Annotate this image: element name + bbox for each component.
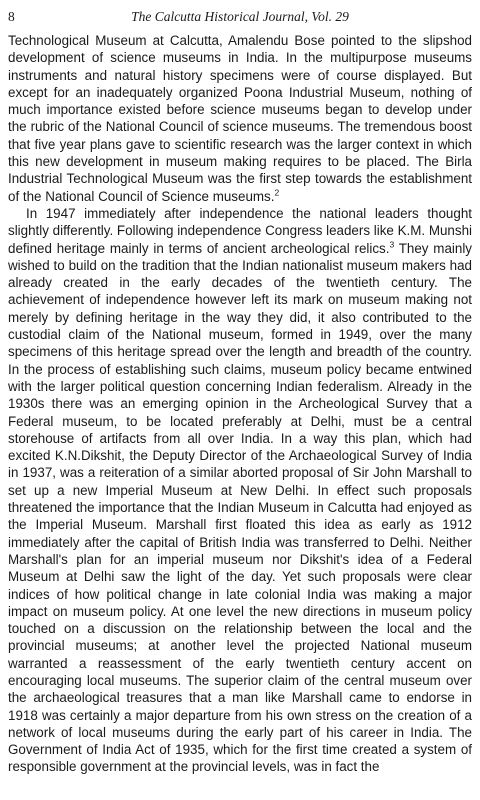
- running-header: [8, 6, 472, 32]
- paragraph-2: [8, 205, 472, 776]
- paragraph-1-text: Technological Museum at Calcutta, Amalendu Bose pointed to the slipshod development of science museums in India. In the multipurpose museums instruments and natural history specimens were of course displayed. But except for an inadequately organized Poona Industrial Museum, nothing of much importance existed before science museums began to develop under the rubric of the National Council of science museums. The tremendous boost that five year plans gave to scientific research was the larger context in which this new development in museum making requires to be placed. The Birla Industrial Technological Museum was the first step towards the establishment of the National Council of Science museums.: [8, 33, 472, 204]
- footnote-marker-3: 3: [389, 239, 395, 250]
- body-text: [8, 32, 472, 776]
- journal-title: The Calcutta Historical Journal, Vol. 29: [131, 9, 349, 24]
- paragraph-2-text-start: In 1947 immediately after independence the national leaders thought slightly differently. Following independence Congress leaders like K.M. Munshi defined heritage mainly in terms of ancient archeological relics.: [8, 205, 472, 256]
- footnote-marker-2: 2: [274, 187, 280, 198]
- page-number: 8: [8, 9, 15, 24]
- paragraph-2-text-rest: They mainly wished to build on the tradition that the Indian nationalist museum makers had already created in the early decades of the twentieth century. The achievement of independence however left its mark on museum making not merely by defining heritage in the way they did, it also contributed to the custodial claim of the National museum, formed in 1949, over the many specimens of this heritage spread over the length and breadth of the country. In the process of establishing such claims, museum policy became entwined with the larger political question concerning Indian federalism. Already in the 1930s there was an emerging opinion in the Archeological Survey that a Federal museum, to be located preferably at Delhi, must be a central storehouse of artifacts from all over India. In a way this plan, which had excited K.N.Dikshit, the Deputy Director of the Archaeological Survey of India in 1937, was a reiteration of a similar aborted proposal of Sir John Marshall to set up a new Imperial Museum at New Delhi. In effect such proposals threatened the importance that the Indian Museum in Calcutta had enjoyed as the Imperial Museum. Marshall first floated this idea as early as 1912 immediately after the capital of British India was transferred to Delhi. Neither Marshall's plan for an imperial museum nor Dikshit's idea of a Federal Museum at Delhi saw the light of the day. Yet such proposals were clear indices of how political change in late colonial India was making a major impact on museum policy. At one level the new directions in museum policy touched on a discussion on the relationship between the local and the provincial museums; at another level the projected National museum warranted a reassessment of the early twentieth century accent on encouraging local museums. The superior claim of the central museum over the archaeological treasures that a man like Marshall came to endorse in 1918 was certainly a major departure from his own stress on the creation of a network of local museums during the early part of his career in India. The Government of India Act of 1935, which for the first time created a system of responsible government at the provincial levels, was in fact the: [8, 240, 472, 775]
- paragraph-1: [8, 32, 472, 205]
